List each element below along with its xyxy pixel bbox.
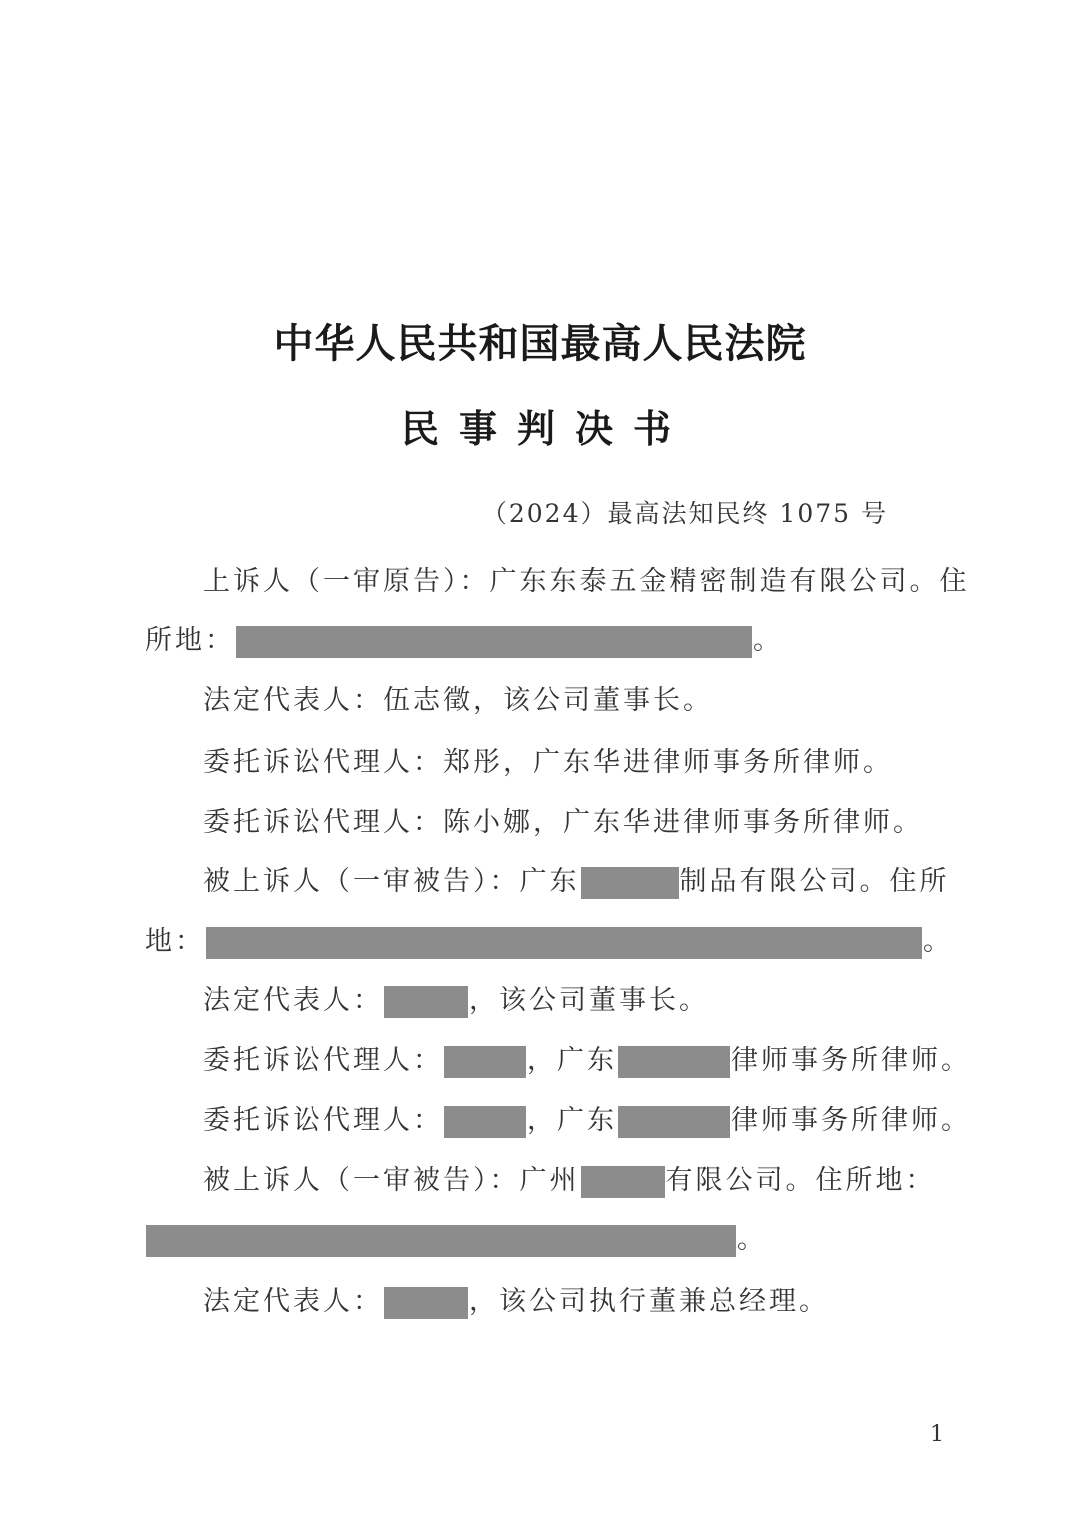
redaction-block (384, 1287, 468, 1319)
redaction-block (618, 1106, 730, 1138)
appellant-address (145, 623, 783, 659)
appellee-1-address-label: 地： (145, 926, 205, 957)
appellee-2-prefix: 被上诉人（一审被告）：广州 (203, 1165, 580, 1196)
appellee-1-agent-1-suffix: 律师事务所律师。 (731, 1045, 971, 1076)
redaction-block (444, 1046, 526, 1078)
appellee-1-legal-rep (203, 983, 709, 1019)
appellee-2-address-end: 。 (737, 1224, 767, 1255)
appellee-2-rep-prefix: 法定代表人： (203, 1286, 383, 1317)
appellee-1-agent-2-suffix: 律师事务所律师。 (731, 1105, 971, 1136)
case-number: （2024）最高法知民终 1075 号 (481, 499, 888, 528)
appellee-1-agent-2-mid: ，广东 (527, 1105, 617, 1136)
appellee-1-address (145, 924, 953, 960)
court-title: 中华人民共和国最高人民法院 (273, 321, 807, 367)
appellant-legal-rep: 法定代表人：伍志徵，该公司董事长。 (203, 685, 713, 716)
appellee-1-rep-suffix: ，该公司董事长。 (469, 985, 709, 1016)
document-title: 民事判决书 (400, 407, 691, 451)
appellee-1-line (203, 864, 950, 900)
appellee-1-agent-2 (203, 1103, 971, 1139)
redaction-block (384, 986, 468, 1018)
appellant-agent-2: 委托诉讼代理人：陈小娜，广东华进律师事务所律师。 (203, 807, 923, 838)
appellee-2-legal-rep (203, 1284, 829, 1320)
redaction-block (618, 1046, 730, 1078)
redaction-block (206, 927, 922, 959)
appellee-2-line (203, 1163, 936, 1199)
redaction-block (581, 1166, 665, 1198)
appellee-1-agent-2-prefix: 委托诉讼代理人： (203, 1105, 443, 1136)
appellee-2-suffix: 有限公司。住所地： (665, 1165, 936, 1196)
appellant-line: 上诉人（一审原告）：广东东泰五金精密制造有限公司。住 (203, 566, 970, 597)
appellee-2-address (145, 1222, 767, 1258)
appellant-address-label: 所地： (145, 625, 235, 656)
redaction-block (236, 626, 752, 658)
appellee-1-suffix: 制品有限公司。住所 (679, 866, 950, 897)
page-number: 1 (930, 1422, 944, 1447)
appellee-1-agent-1-mid: ，广东 (527, 1045, 617, 1076)
appellee-1-rep-prefix: 法定代表人： (203, 985, 383, 1016)
redaction-block (444, 1106, 526, 1138)
appellant-agent-1: 委托诉讼代理人：郑彤，广东华进律师事务所律师。 (203, 747, 893, 778)
redaction-block (146, 1225, 736, 1257)
appellant-address-end: 。 (753, 625, 783, 656)
appellee-2-rep-suffix: ，该公司执行董兼总经理。 (469, 1286, 829, 1317)
appellee-1-address-end: 。 (923, 926, 953, 957)
redaction-block (581, 867, 679, 899)
appellee-1-prefix: 被上诉人（一审被告）：广东 (203, 866, 580, 897)
appellee-1-agent-1-prefix: 委托诉讼代理人： (203, 1045, 443, 1076)
appellee-1-agent-1 (203, 1043, 971, 1079)
